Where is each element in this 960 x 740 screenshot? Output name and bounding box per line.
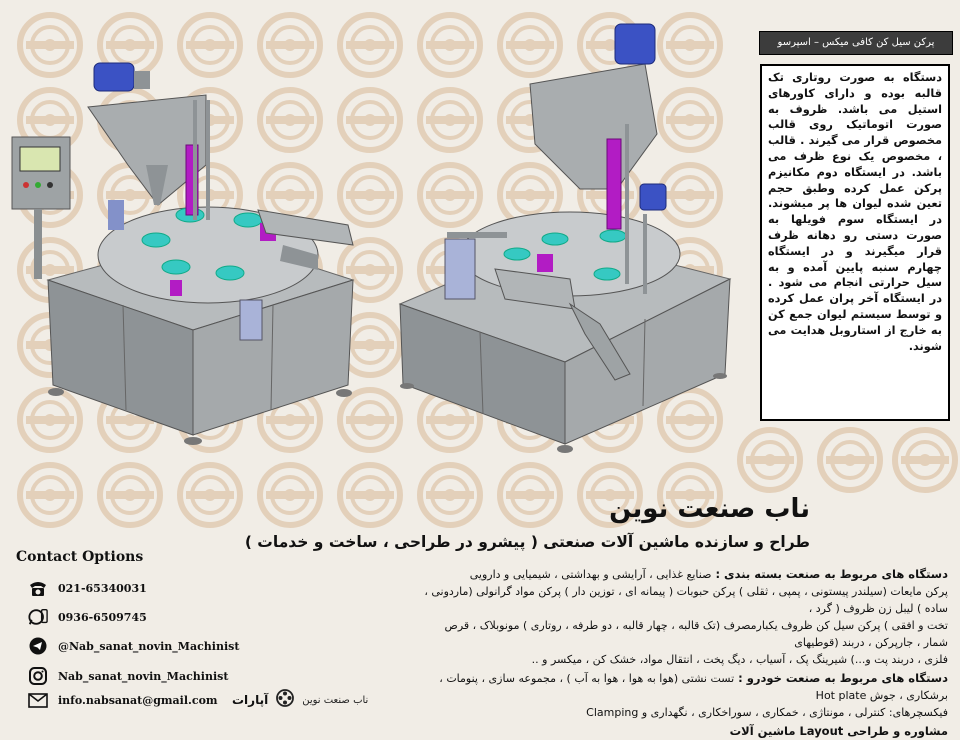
- machine-title: پرکن سیل کن کافی میکس – اسپرسو: [759, 31, 953, 55]
- contact-telegram[interactable]: [28, 636, 239, 656]
- auto-text-1: تست نشتی (هوا به هوا ، هوا به آب ) ، مجموعه سازی ، پنومات ، برشکاری ، جوش Hot plate: [439, 672, 948, 702]
- machine-right-illustration: [395, 14, 735, 454]
- footer-brand: [232, 689, 368, 711]
- packaging-text-1: پرکن مایعات (سیلندر پیستونی ، پمپی ، ثقلی ) پرکن حبوبات ( پیمانه ای ، توزین دار ) پرکن مواد گرانولی (ماردونی ، ساده ) لیبل زن ظروف ( گرد ،: [424, 585, 948, 615]
- industries-section: [418, 566, 948, 740]
- whatsapp-icon: [28, 607, 48, 627]
- consult-line: مشاوره و طراحی Layout ماشین آلات: [729, 724, 948, 738]
- contact-whatsapp[interactable]: [28, 607, 147, 627]
- contact-phone[interactable]: [28, 578, 147, 598]
- packaging-heading: دستگاه های مربوط به صنعت بسته بندی :: [711, 567, 948, 581]
- contact-title: Contact Options: [16, 549, 144, 565]
- packaging-text-3: فلزی ، دربند پت و...) شیرینگ پک ، آسیاب ، دیگ پخت ، انتقال مواد، خشک کن ، میکسر و ..: [531, 653, 948, 666]
- email-address: info.nabsanat@gmail.com: [58, 693, 218, 707]
- email-icon: [28, 690, 48, 710]
- whatsapp-number: 0936-6509745: [58, 610, 147, 624]
- auto-text-2: فیکسچرهای: کنترلی ، مونتاژی ، خمکاری ، سوراخکاری ، نگهداری و Clamping: [586, 706, 948, 719]
- brand-tagline: طراح و سازنده ماشین آلات صنعتی ( پیشرو در طراحی ، ساخت و خدمات ): [244, 533, 810, 551]
- packaging-text-2: تخت و افقی ) پرکن سیل کن ظروف یکبارمصرف (تک قالبه ، چهار قالبه ، دو طرفه ، روتاری ) مونوبلاک ، قرص شمار ، جارپرکن ، دربند (قوطیهای: [444, 619, 948, 649]
- machine-description: دستگاه به صورت روتاری تک قالبه بوده و دارای کاورهای استیل می باشد. ظروف به صورت اتوماتیک روی قالب مخصوص قرار می گیرند . قالب ، مخصوص یک نوع ظرف می باشد. در ایستگاه دوم مکانیزم پرکن عمل کرده وطبق حجم تعین شده لیوان ها پر میشوند. در ایستگاه سوم فویلها به صورت دستی رو دهانه ظرف قرار میگیرند و در ایستگاه چهارم سنبه پایین آمده و به سیل حرارتی انجام می شود . در ایستگاه آخر پران عمل کرده و توسط سیستم لیوان جمع کن به خارج از استاروبل هدایت می شوند.: [760, 64, 950, 421]
- brand-name: ناب صنعت نوین: [609, 494, 810, 524]
- film-reel-icon: [276, 689, 294, 711]
- footer-brand-text: ناب صنعت نوین: [302, 694, 369, 706]
- telegram-handle: @Nab_sanat_novin_Machinist: [58, 639, 240, 653]
- phone-icon: [28, 578, 48, 598]
- aparat-logo[interactable]: آپارات: [232, 693, 269, 707]
- contact-instagram[interactable]: [28, 666, 228, 686]
- auto-line: [418, 670, 948, 704]
- contact-email[interactable]: [28, 690, 218, 710]
- instagram-icon: [28, 666, 48, 686]
- machine-left-illustration: [8, 55, 380, 450]
- telegram-icon: [28, 636, 48, 656]
- packaging-intro: صنایع غذایی ، آرایشی و بهداشتی ، شیمیایی و دارویی: [469, 568, 712, 581]
- packaging-line: [418, 566, 948, 583]
- auto-heading: دستگاه های مربوط به صنعت خودرو :: [734, 671, 948, 685]
- phone-number: 021-65340031: [58, 581, 147, 595]
- instagram-handle: Nab_sanat_novin_Machinist: [58, 669, 229, 683]
